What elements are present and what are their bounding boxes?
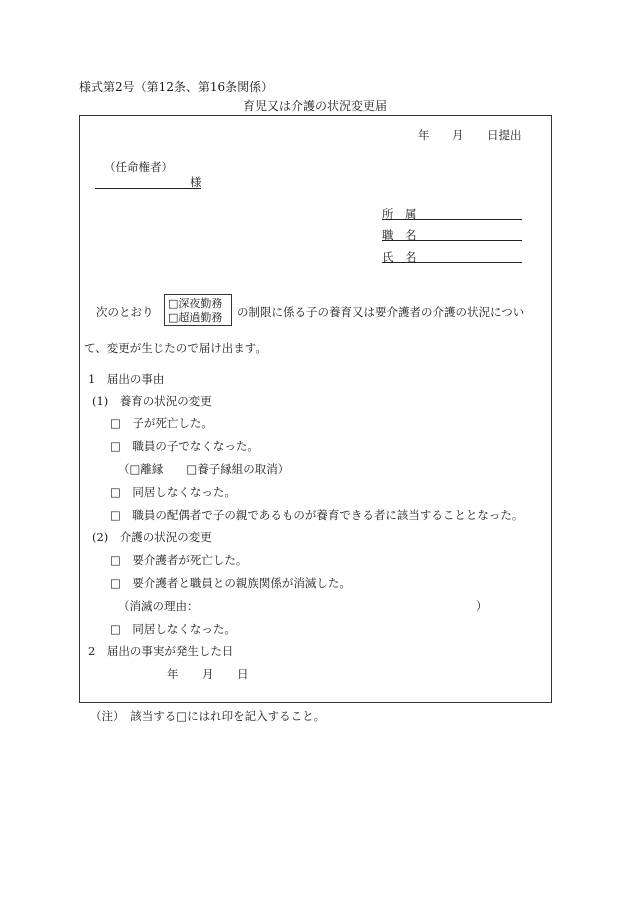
name-label: 氏 名 <box>382 250 417 264</box>
section1-sub2-heading: (2) 介護の状況の変更 <box>92 530 212 544</box>
name-field[interactable] <box>382 262 522 263</box>
date-year-label: 年 <box>418 128 430 142</box>
appointer-honorific: 様 <box>190 175 202 189</box>
date-day-submit-label: 日提出 <box>487 128 522 142</box>
section1-sub1-heading: (1) 養育の状況の変更 <box>92 394 212 408</box>
adoption-reason-options[interactable]: （□離縁 □養子縁組の取消） <box>118 462 290 476</box>
work-type-choice-box <box>164 294 232 326</box>
form-frame <box>79 115 552 703</box>
footnote: （注） 該当する□にはれ印を記入すること。 <box>90 709 326 723</box>
checkbox-spouse-can-raise[interactable]: □ 職員の配偶者で子の親であるものが養育できる者に該当することとなった。 <box>110 508 524 522</box>
date-month-label: 月 <box>452 128 464 142</box>
statement-suffix: の制限に係る子の養育又は要介護者の介護の状況につい <box>237 305 525 319</box>
checkbox-kinship-ended[interactable]: □ 要介護者と職員との親族関係が消滅した。 <box>110 576 351 590</box>
occurrence-day-label: 日 <box>237 667 249 681</box>
checkbox-care-recipient-died[interactable]: □ 要介護者が死亡した。 <box>110 553 248 567</box>
statement-prefix: 次のとおり <box>96 305 154 319</box>
late-night-work-option[interactable]: □深夜勤務 <box>168 297 223 310</box>
extinction-reason-label: （消滅の理由： <box>118 599 199 613</box>
extinction-reason-close: ） <box>476 599 488 613</box>
occurrence-month-label: 月 <box>202 667 214 681</box>
section1-heading: 1 届出の事由 <box>88 372 165 386</box>
occurrence-year-label: 年 <box>167 667 179 681</box>
form-title: 育児又は介護の状況変更届 <box>242 99 387 113</box>
form-number: 様式第2号（第12条、第16条関係） <box>79 80 274 94</box>
checkbox-no-longer-child[interactable]: □ 職員の子でなくなった。 <box>110 439 259 453</box>
appointer-underline <box>95 188 201 189</box>
position-field[interactable] <box>382 240 522 241</box>
statement-line2: て、変更が生じたので届け出ます。 <box>84 341 267 355</box>
checkbox-child-died[interactable]: □ 子が死亡した。 <box>110 416 213 430</box>
checkbox-care-not-cohabiting[interactable]: □ 同居しなくなった。 <box>110 622 236 636</box>
overtime-work-option[interactable]: □超過勤務 <box>168 311 223 324</box>
position-label: 職 名 <box>382 228 417 242</box>
affiliation-field[interactable] <box>382 219 522 220</box>
affiliation-label: 所 属 <box>382 207 417 221</box>
section2-heading: 2 届出の事実が発生した日 <box>88 644 234 658</box>
appointer-label: （任命権者） <box>104 160 173 174</box>
checkbox-child-not-cohabiting[interactable]: □ 同居しなくなった。 <box>110 485 236 499</box>
